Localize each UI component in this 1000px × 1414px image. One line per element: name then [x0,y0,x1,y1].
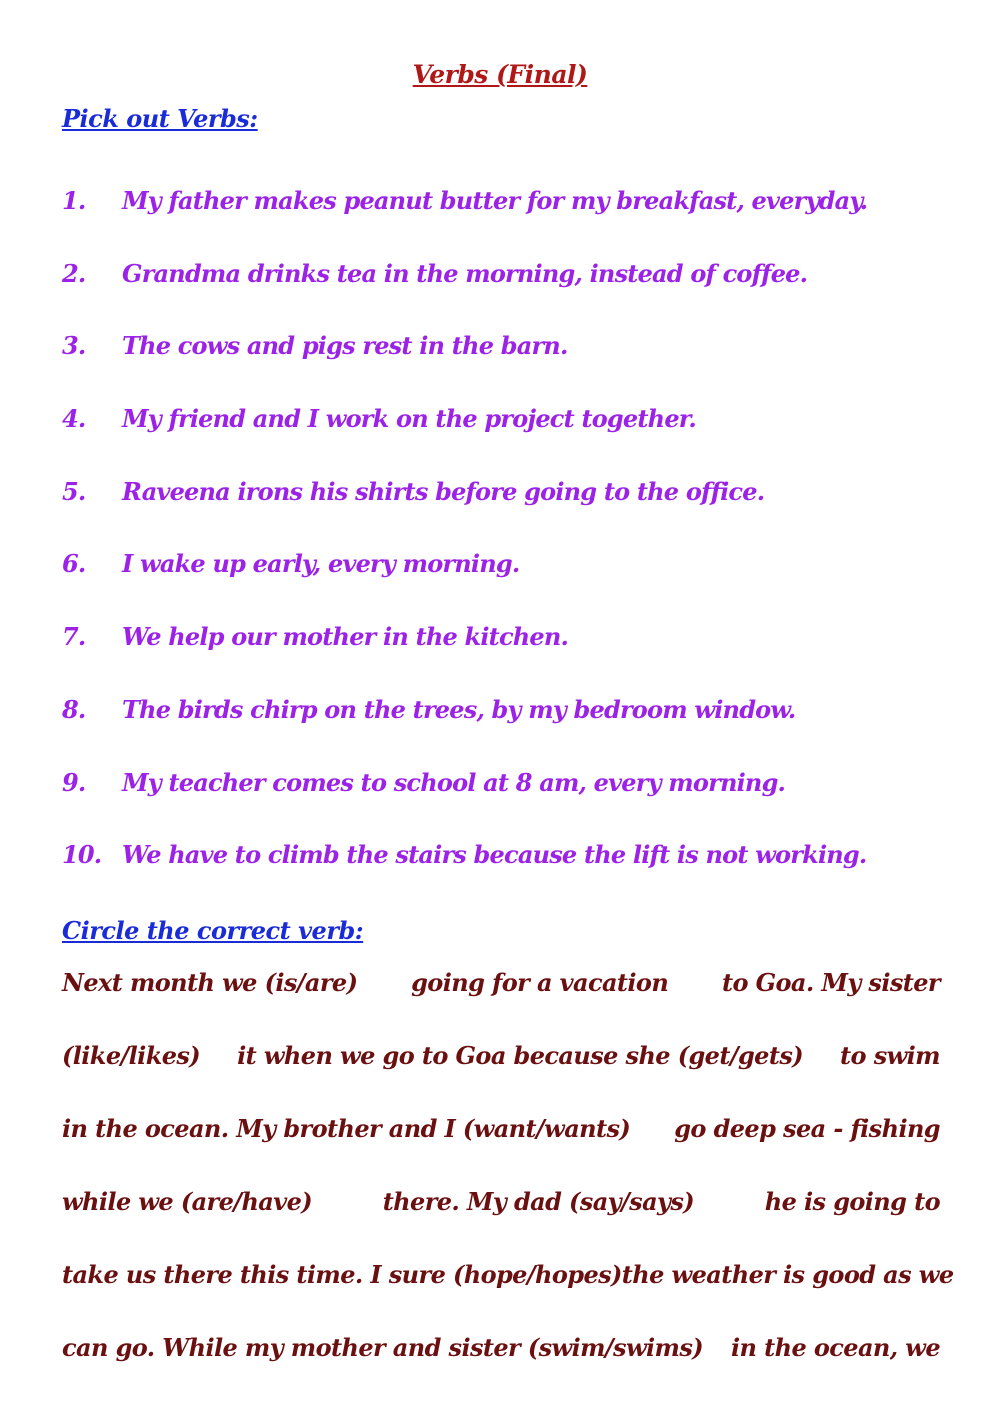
list-item [62,549,962,622]
item-sentence: My friend and I work on the project together. [122,404,696,434]
line-segment: to Goa. My sister [721,968,940,997]
line-segment: he is going to [764,1187,940,1216]
verb-choice-paragraph [62,968,954,1406]
item-sentence: The cows and pigs rest in the barn. [122,331,568,361]
line-segment: it when we go to Goa because she (get/gets) [237,1041,803,1070]
list-item [62,622,962,695]
paragraph-line [62,1041,940,1114]
list-item [62,840,962,913]
item-sentence: The birds chirp on the trees, by my bedroom window. [122,694,796,724]
item-number: 10. [62,840,102,870]
line-segment: the weather is good as we [621,1260,954,1289]
line-segment: to swim [840,1041,940,1070]
item-number: 6. [62,549,86,579]
line-segment: there. My dad (say/says) [382,1187,695,1216]
list-item [62,695,962,768]
line-segment: going for a vacation [411,968,669,997]
item-sentence: We have to climb the stairs because the lift is not working. [122,840,867,870]
list-item [62,186,962,259]
line-segment: take us there this time. I sure (hope/hopes) [62,1260,622,1289]
item-number: 5. [62,476,86,506]
circle-correct-verb-heading: Circle the correct verb: [62,916,364,945]
item-sentence: My father makes peanut butter for my breakfast, everyday. [122,186,868,215]
item-number: 7. [62,622,86,652]
list-item [62,404,962,477]
line-segment: while we (are/have) [62,1187,313,1216]
paragraph-line [62,968,940,1041]
item-number: 2. [62,258,86,288]
line-segment: Next month we (is/are) [62,968,358,997]
item-sentence: My teacher comes to school at 8 am, every morning. [122,767,786,797]
line-segment: in the ocean, we [730,1333,940,1362]
item-sentence: We help our mother in the kitchen. [122,622,569,652]
list-item [62,477,962,550]
list-item [62,259,962,332]
paragraph-line [62,1187,940,1260]
item-number: 1. [62,186,86,215]
item-number: 4. [62,404,86,434]
paragraph-line [62,1333,940,1406]
item-number: 3. [62,331,86,361]
list-item [62,768,962,841]
item-sentence: I wake up early, every morning. [122,549,520,579]
item-sentence: Grandma drinks tea in the morning, instead of coffee. [122,258,808,288]
item-sentence: Raveena irons his shirts before going to the office. [122,476,765,506]
item-number: 9. [62,767,86,797]
list-item [62,331,962,404]
paragraph-line [62,1114,940,1187]
pick-out-verbs-heading: Pick out Verbs: [62,104,258,133]
line-segment: (like/likes) [62,1041,201,1070]
worksheet-title: Verbs (Final) [412,60,588,89]
paragraph-line [62,1260,954,1333]
line-segment: in the ocean. My brother and I (want/wants) [62,1114,631,1143]
line-segment: can go. While my mother and sister (swim/swims) [62,1333,703,1362]
sentence-list [62,186,962,913]
line-segment: go deep sea - fishing [674,1114,940,1143]
item-number: 8. [62,694,86,724]
